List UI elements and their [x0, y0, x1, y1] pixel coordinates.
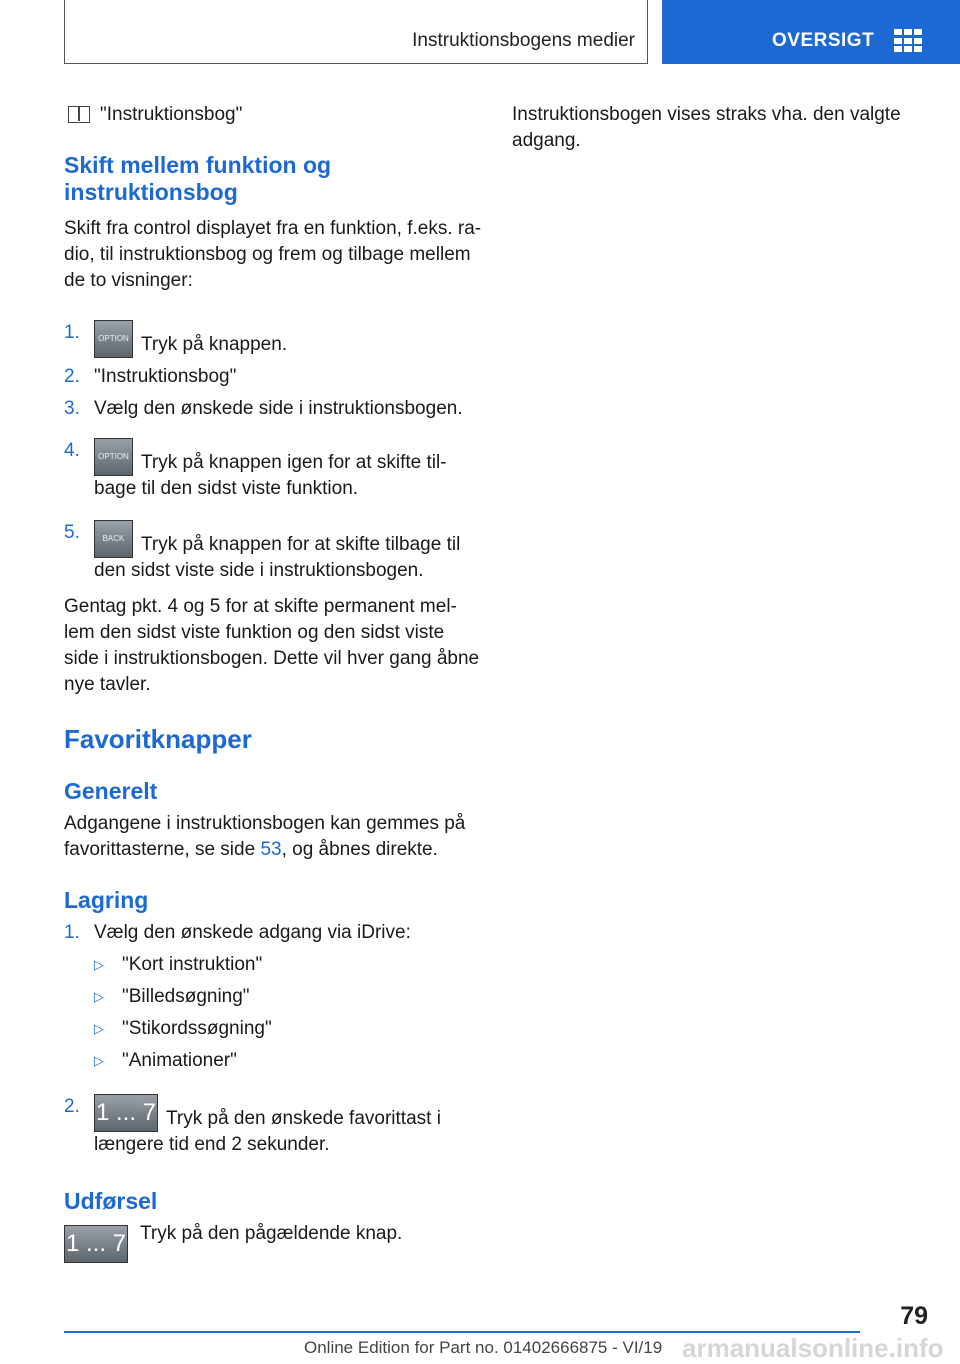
triangle-icon: ▷ [94, 1053, 104, 1068]
step-3: 3. Vælg den ønskede side i instruktionsbogen. [64, 398, 463, 419]
footer-edition: Online Edition for Part no. 01402666875 - VI/19 [304, 1338, 663, 1357]
triangle-icon: ▷ [94, 957, 104, 972]
bullet-item: ▷ "Stikordssøgning" [64, 1016, 484, 1042]
heading-favorites: Favoritknapper [64, 724, 252, 754]
step-2: 2. "Instruktionsbog" [64, 366, 237, 387]
triangle-icon: ▷ [94, 1021, 104, 1036]
right-column [512, 102, 912, 154]
para-repeat: Gentag pkt. 4 og 5 for at skifte permanent mel-lem den sidst viste funktion og den sidst viste side i instruktionsbogen. Dette vil hver gang åbne nye tavler. [64, 596, 480, 695]
grid-icon [894, 29, 922, 53]
watermark: armanualsonline.info [682, 1333, 944, 1363]
menu-line: "Instruktionsbog" [68, 102, 484, 128]
page-number: 79 [900, 1302, 928, 1330]
option-button-icon: OPTION [94, 438, 133, 476]
para-switch: Skift fra control displayet fra en funktion, f.eks. ra-dio, til instruktionsbog og frem og tilbage mellem de to visninger: [64, 218, 482, 291]
header-title: Instruktionsbogens medier [412, 30, 635, 51]
lagring-step-1: 1. Vælg den ønskede adgang via iDrive: [64, 922, 411, 943]
para-right: Instruktionsbogen vises straks vha. den valgte adgang. [512, 104, 901, 151]
header-box [64, 0, 648, 64]
favorite-button-icon: 1 ... 7 [94, 1094, 158, 1132]
step-1: 1. OPTION Tryk på knappen. [64, 320, 484, 358]
triangle-icon: ▷ [94, 989, 104, 1004]
bullet-item: ▷ "Kort instruktion" [64, 952, 484, 978]
step-5: 5. BACK Tryk på knappen for at skifte tilbage til den sidst viste side i instruktionsbogen. [64, 522, 461, 581]
option-button-icon: OPTION [94, 320, 133, 358]
left-column [64, 102, 484, 1263]
heading-switch: Skift mellem funktion og instruktionsbog [64, 152, 332, 205]
oversigt-button[interactable] [662, 0, 960, 64]
heading-generelt: Generelt [64, 778, 158, 804]
udforsel-row: 1 ... 7 Tryk på den pågældende knap. [64, 1221, 484, 1263]
step-4: 4. OPTION Tryk på knappen igen for at skifte til-bage til den sidst viste funktion. [64, 440, 447, 499]
bullet-item: ▷ "Billedsøgning" [64, 984, 484, 1010]
bullet-item: ▷ "Animationer" [64, 1048, 484, 1074]
para-generelt: Adgangene i instruktionsbogen kan gemmes på favorittasterne, se side 53, og åbnes direkte. [64, 813, 466, 860]
oversigt-label: OVERSIGT [772, 30, 875, 51]
back-button-icon: BACK [94, 520, 133, 558]
favorite-button-icon: 1 ... 7 [64, 1225, 128, 1263]
lagring-step-2: 2. 1 ... 7 Tryk på den ønskede favorittast i længere tid end 2 sekunder. [64, 1096, 441, 1155]
book-icon [68, 106, 90, 123]
heading-udforsel: Udførsel [64, 1188, 158, 1214]
heading-lagring: Lagring [64, 887, 149, 913]
page-link[interactable]: 53 [260, 839, 282, 860]
